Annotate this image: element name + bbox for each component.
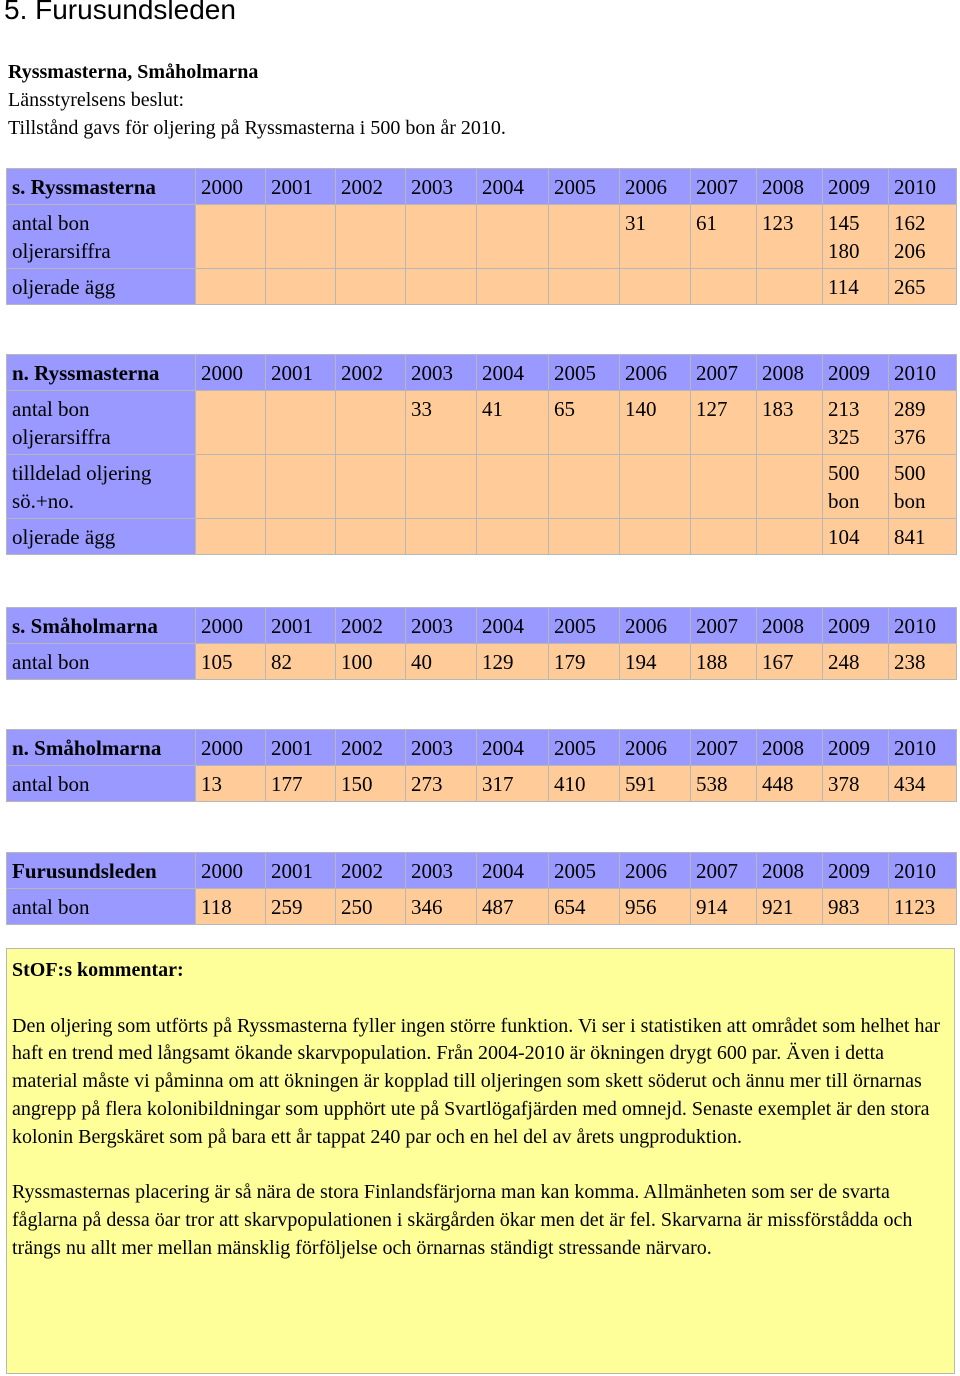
table-row xyxy=(7,391,957,455)
row-label: antal bon xyxy=(7,644,196,680)
table-header-row xyxy=(7,853,957,889)
table-title: n. Ryssmasterna xyxy=(7,355,196,391)
comment-paragraph-1: Den oljering som utförts på Ryssmasterna fyller ingen större funktion. Vi ser i statistiken att området som helhet har haft en trend med långsamt ökande skarvpopulation. Från 2004-2010 är ökningen drygt 600 par. Även i detta material måste vi påminna om att ökningen är kopplad till oljeringen som skett söderut och ännu mer till örnarnas angrepp på flera kolonibildningar som upphört ute på Svartlögafjärden med omnejd. Senaste exemplet är den stora kolonin Bergskäret som på bara ett år tappat 240 par och en hel del av årets ungproduktion. xyxy=(12,1014,940,1148)
table-cell: 346 xyxy=(406,889,477,925)
year-header: 2001 xyxy=(266,355,336,391)
year-header: 2004 xyxy=(477,730,549,766)
row-label: tilldelad oljering sö.+no. xyxy=(7,455,196,519)
year-header: 2001 xyxy=(266,169,336,205)
table-cell xyxy=(336,519,406,555)
year-header: 2005 xyxy=(549,608,620,644)
table-row xyxy=(7,519,957,555)
year-header: 2008 xyxy=(757,853,823,889)
table-cell: 248 xyxy=(823,644,889,680)
table-cell xyxy=(196,269,266,305)
table-cell: 289 376 xyxy=(889,391,957,455)
row-label: oljerade ägg xyxy=(7,269,196,305)
table-cell: 188 xyxy=(691,644,757,680)
year-header: 2000 xyxy=(196,853,266,889)
table-title: s. Småholmarna xyxy=(7,608,196,644)
table-cell: 118 xyxy=(196,889,266,925)
table-cell: 500 bon xyxy=(889,455,957,519)
table-cell xyxy=(549,269,620,305)
table-cell xyxy=(549,455,620,519)
year-header: 2007 xyxy=(691,853,757,889)
table-cell: 538 xyxy=(691,766,757,802)
table-row xyxy=(7,889,957,925)
year-header: 2000 xyxy=(196,730,266,766)
table-cell: 127 xyxy=(691,391,757,455)
table-cell xyxy=(620,455,691,519)
table-cell: 1123 xyxy=(889,889,957,925)
year-header: 2006 xyxy=(620,355,691,391)
table-cell: 317 xyxy=(477,766,549,802)
table-header-row xyxy=(7,608,957,644)
row-label: oljerade ägg xyxy=(7,519,196,555)
year-header: 2005 xyxy=(549,853,620,889)
data-table xyxy=(6,852,957,925)
year-header: 2009 xyxy=(823,730,889,766)
table-cell xyxy=(691,455,757,519)
table-header-row xyxy=(7,730,957,766)
year-header: 2002 xyxy=(336,169,406,205)
table-row xyxy=(7,766,957,802)
table-row xyxy=(7,644,957,680)
table-cell: 41 xyxy=(477,391,549,455)
table-cell: 434 xyxy=(889,766,957,802)
year-header: 2009 xyxy=(823,355,889,391)
table-cell: 591 xyxy=(620,766,691,802)
year-header: 2003 xyxy=(406,853,477,889)
table-cell: 448 xyxy=(757,766,823,802)
table-title: n. Småholmarna xyxy=(7,730,196,766)
year-header: 2005 xyxy=(549,730,620,766)
table-cell: 654 xyxy=(549,889,620,925)
table-cell xyxy=(757,269,823,305)
table-cell: 82 xyxy=(266,644,336,680)
comment-title: StOF:s kommentar: xyxy=(12,959,184,981)
year-header: 2010 xyxy=(889,853,957,889)
year-header: 2005 xyxy=(549,169,620,205)
year-header: 2006 xyxy=(620,169,691,205)
year-header: 2006 xyxy=(620,730,691,766)
table-cell xyxy=(336,391,406,455)
table-cell: 31 xyxy=(620,205,691,269)
table-cell xyxy=(266,519,336,555)
year-header: 2003 xyxy=(406,169,477,205)
table-title: s. Ryssmasterna xyxy=(7,169,196,205)
table-cell xyxy=(196,205,266,269)
table-cell xyxy=(691,519,757,555)
year-header: 2000 xyxy=(196,355,266,391)
data-table xyxy=(6,729,957,802)
table-cell: 378 xyxy=(823,766,889,802)
table-cell xyxy=(620,269,691,305)
page-title: 5. Furusundsleden xyxy=(4,0,236,25)
decision-label: Länsstyrelsens beslut: xyxy=(8,89,185,111)
table-cell xyxy=(336,455,406,519)
table-cell xyxy=(196,455,266,519)
comment-box xyxy=(6,948,955,1374)
table-cell: 177 xyxy=(266,766,336,802)
table-cell: 259 xyxy=(266,889,336,925)
year-header: 2009 xyxy=(823,608,889,644)
table-cell: 487 xyxy=(477,889,549,925)
table-cell xyxy=(406,519,477,555)
table-cell: 410 xyxy=(549,766,620,802)
table-cell xyxy=(336,205,406,269)
table-cell: 40 xyxy=(406,644,477,680)
row-label: antal bon oljerarsiffra xyxy=(7,205,196,269)
table-cell: 140 xyxy=(620,391,691,455)
table-cell: 179 xyxy=(549,644,620,680)
table-cell: 914 xyxy=(691,889,757,925)
table-cell xyxy=(620,519,691,555)
year-header: 2007 xyxy=(691,355,757,391)
year-header: 2000 xyxy=(196,608,266,644)
table-cell xyxy=(266,391,336,455)
row-label: antal bon oljerarsiffra xyxy=(7,391,196,455)
table-row xyxy=(7,269,957,305)
table-cell xyxy=(477,205,549,269)
table-row xyxy=(7,205,957,269)
table-cell: 167 xyxy=(757,644,823,680)
year-header: 2004 xyxy=(477,355,549,391)
year-header: 2001 xyxy=(266,853,336,889)
year-header: 2009 xyxy=(823,853,889,889)
table-cell: 61 xyxy=(691,205,757,269)
intro-heading: Ryssmasterna, Småholmarna xyxy=(8,61,259,83)
table-cell: 33 xyxy=(406,391,477,455)
table-cell: 183 xyxy=(757,391,823,455)
data-table xyxy=(6,168,957,305)
table-cell xyxy=(757,455,823,519)
table-cell: 956 xyxy=(620,889,691,925)
table-cell xyxy=(266,269,336,305)
year-header: 2003 xyxy=(406,355,477,391)
table-cell: 100 xyxy=(336,644,406,680)
year-header: 2004 xyxy=(477,853,549,889)
table-cell: 250 xyxy=(336,889,406,925)
table-cell: 162 206 xyxy=(889,205,957,269)
table-cell: 123 xyxy=(757,205,823,269)
year-header: 2002 xyxy=(336,730,406,766)
table-cell xyxy=(266,205,336,269)
year-header: 2008 xyxy=(757,169,823,205)
year-header: 2007 xyxy=(691,730,757,766)
year-header: 2010 xyxy=(889,169,957,205)
data-table xyxy=(6,354,957,555)
table-cell: 65 xyxy=(549,391,620,455)
year-header: 2008 xyxy=(757,355,823,391)
table-cell xyxy=(549,519,620,555)
table-row xyxy=(7,455,957,519)
year-header: 2007 xyxy=(691,608,757,644)
table-header-row xyxy=(7,355,957,391)
year-header: 2008 xyxy=(757,730,823,766)
table-cell: 150 xyxy=(336,766,406,802)
comment-paragraph-2: Ryssmasternas placering är så nära de stora Finlandsfärjorna man kan komma. Allmänheten som ser de svarta fåglarna på dessa öar tror att skarvpopulationen i skärgården ökar men det är fel. Skarvarna är missförstådda och trängs nu allt mer mellan mänsklig förföljelse och örnarnas ständigt stressande närvaro. xyxy=(12,1181,913,1259)
table-cell xyxy=(477,269,549,305)
year-header: 2005 xyxy=(549,355,620,391)
table-cell xyxy=(266,455,336,519)
table-cell: 265 xyxy=(889,269,957,305)
year-header: 2010 xyxy=(889,355,957,391)
table-cell: 983 xyxy=(823,889,889,925)
table-cell xyxy=(406,455,477,519)
table-header-row xyxy=(7,169,957,205)
table-cell xyxy=(549,205,620,269)
year-header: 2004 xyxy=(477,169,549,205)
year-header: 2010 xyxy=(889,730,957,766)
year-header: 2007 xyxy=(691,169,757,205)
table-cell: 129 xyxy=(477,644,549,680)
table-cell: 114 xyxy=(823,269,889,305)
row-label: antal bon xyxy=(7,766,196,802)
year-header: 2002 xyxy=(336,355,406,391)
table-cell xyxy=(691,269,757,305)
data-table xyxy=(6,607,957,680)
year-header: 2004 xyxy=(477,608,549,644)
year-header: 2003 xyxy=(406,730,477,766)
table-cell: 145 180 xyxy=(823,205,889,269)
table-cell: 104 xyxy=(823,519,889,555)
table-cell: 500 bon xyxy=(823,455,889,519)
row-label: antal bon xyxy=(7,889,196,925)
table-cell: 194 xyxy=(620,644,691,680)
table-cell xyxy=(477,519,549,555)
year-header: 2001 xyxy=(266,730,336,766)
table-title: Furusundsleden xyxy=(7,853,196,889)
decision-text: Tillstånd gavs för oljering på Ryssmasterna i 500 bon år 2010. xyxy=(8,117,506,139)
table-cell: 213 325 xyxy=(823,391,889,455)
table-cell: 841 xyxy=(889,519,957,555)
table-cell xyxy=(406,205,477,269)
year-header: 2000 xyxy=(196,169,266,205)
year-header: 2003 xyxy=(406,608,477,644)
year-header: 2002 xyxy=(336,853,406,889)
year-header: 2006 xyxy=(620,853,691,889)
table-cell xyxy=(196,519,266,555)
table-cell: 13 xyxy=(196,766,266,802)
year-header: 2008 xyxy=(757,608,823,644)
year-header: 2006 xyxy=(620,608,691,644)
table-cell xyxy=(196,391,266,455)
table-cell xyxy=(406,269,477,305)
table-cell: 238 xyxy=(889,644,957,680)
table-cell: 921 xyxy=(757,889,823,925)
year-header: 2009 xyxy=(823,169,889,205)
table-cell: 105 xyxy=(196,644,266,680)
table-cell xyxy=(757,519,823,555)
year-header: 2002 xyxy=(336,608,406,644)
table-cell xyxy=(477,455,549,519)
year-header: 2010 xyxy=(889,608,957,644)
intro-section xyxy=(8,58,506,142)
table-cell: 273 xyxy=(406,766,477,802)
table-cell xyxy=(336,269,406,305)
year-header: 2001 xyxy=(266,608,336,644)
